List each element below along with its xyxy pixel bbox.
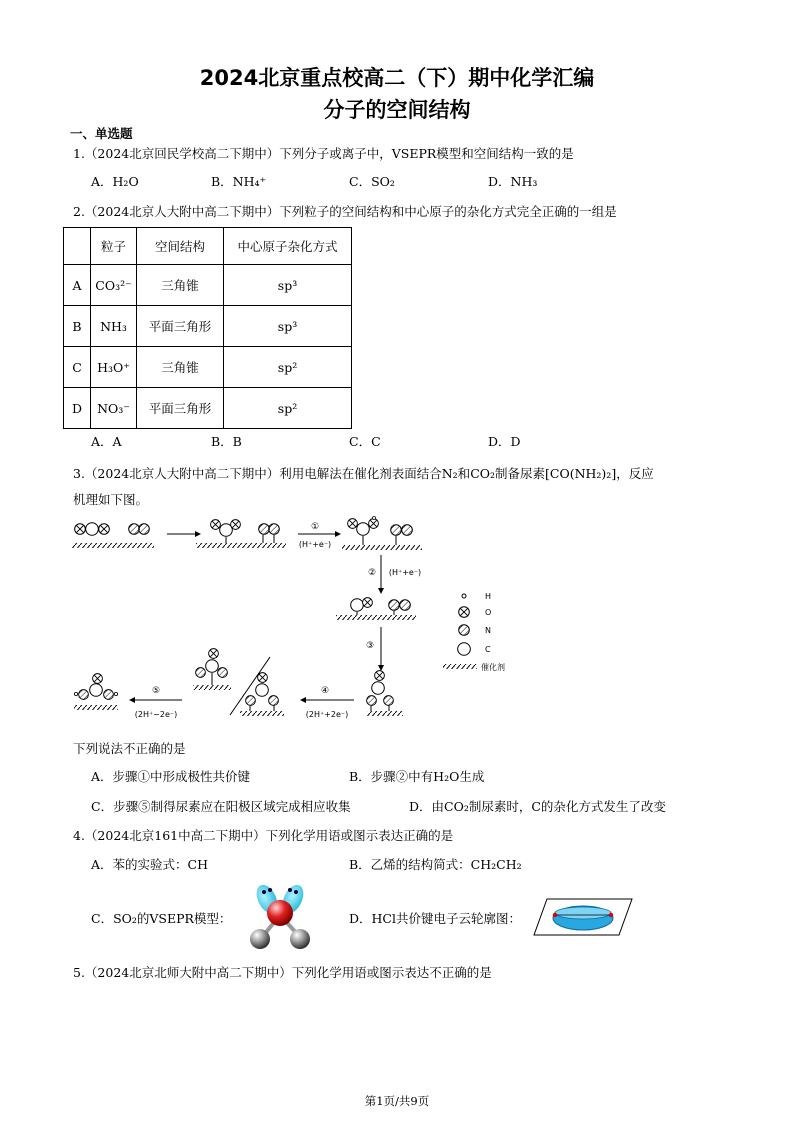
question-5-stem: 5.（2024北京北师大附中高二下期中）下列化学用语或图示表达不正确的是 [73,965,492,980]
table-cell: A [64,265,91,306]
table-cell: 三角锥 [137,347,224,388]
q2-table [63,227,352,429]
step-2-note: (H⁺+e⁻) [388,568,422,577]
legend-catalyst: 催化剂 [481,663,505,672]
legend-catalyst-icon [443,664,477,669]
table-cell: C [64,347,91,388]
table-cell: D [64,388,91,429]
legend-o: O [485,608,492,617]
legend-n: N [485,626,491,635]
legend-c: C [485,645,491,654]
page-footer: 第1页/共9页 [364,1094,430,1108]
q2-option-a: A．A [91,434,122,449]
page-subtitle: 分子的空间结构 [323,98,471,122]
stage-step3 [367,671,403,716]
q3-option-d: D．由CO₂制尿素时，C的杂化方式发生了改变 [409,799,666,814]
q4-option-a: A．苯的实验式：CH [91,857,208,872]
section-heading: 一、单选题 [70,126,133,141]
table-row [64,388,352,429]
table-cell: sp³ [224,265,352,306]
q4-option-b: B．乙烯的结构简式：CH₂CH₂ [349,857,522,872]
hcl-electron-cloud-image [533,896,633,938]
q3-option-b: B．步骤②中有H₂O生成 [349,769,485,784]
table-cell: NO₃⁻ [91,388,137,429]
question-3-stem: 3.（2024北京人大附中高二下期中）利用电解法在催化剂表面结合N₂和CO₂制备尿素[CO(NH₂)₂]，反应 [73,466,654,481]
table-cell: sp² [224,347,352,388]
q2-option-c: C．C [349,434,381,449]
stage-urea [74,674,118,710]
step-4-label: ④ [320,686,330,696]
step-1-note: (H⁺+e⁻) [298,540,332,549]
legend-n-icon [459,625,470,636]
q2-option-b: B．B [211,434,242,449]
stage-initial [72,523,154,548]
q2-option-d: D．D [488,434,521,449]
page-title: 2024北京重点校高二（下）期中化学汇编 [199,66,595,90]
table-header-cell: 粒子 [91,228,137,265]
table-header-cell: 中心原子杂化方式 [224,228,352,265]
table-header-cell: 空间结构 [137,228,224,265]
table-row [64,306,352,347]
table-cell: H₃O⁺ [91,347,137,388]
stage-step4b [193,649,231,690]
q1-option-a: A．H₂O [91,174,139,189]
reaction-mechanism-figure [70,515,730,725]
q1-option-b: B．NH₄⁺ [211,174,267,189]
legend-c-icon [458,643,471,656]
question-1-stem: 1.（2024北京回民学校高二下期中）下列分子或离子中，VSEPR模型和空间结构一致的是 [73,146,574,161]
q1-option-c: C．SO₂ [349,174,395,189]
table-cell: 平面三角形 [137,306,224,347]
question-3-stem-cont: 机理如下图。 [73,492,149,507]
table-cell: B [64,306,91,347]
arrowhead [195,531,201,537]
step-4-note: (2H⁺+2e⁻) [305,710,349,719]
legend-h-icon [462,594,466,598]
stage-adsorbed [196,520,286,548]
step-3-label: ③ [365,641,375,651]
table-cell: NH₃ [91,306,137,347]
step-5-label: ⑤ [151,686,161,696]
step-5-note: (2H⁺−2e⁻) [134,710,178,719]
q3-option-c: C．步骤⑤制得尿素应在阳极区域完成相应收集 [91,799,351,814]
stage-step4 [240,673,284,716]
legend-h: H [485,592,492,601]
question-2-stem: 2.（2024北京人大附中高二下期中）下列粒子的空间结构和中心原子的杂化方式完全正确的一组是 [73,204,617,219]
stage-step2 [336,598,416,620]
so2-vsepr-model-image [243,881,317,951]
legend [443,592,505,672]
step-1-label: ① [310,522,320,532]
stage-step1 [342,517,422,551]
q4-option-c: C．SO₂的VSEPR模型： [91,911,232,926]
legend-o-icon [459,607,470,618]
table-cell: 平面三角形 [137,388,224,429]
q3-option-a: A．步骤①中形成极性共价键 [91,769,251,784]
table-row [64,347,352,388]
q1-option-d: D．NH₃ [488,174,538,189]
table-header-row [64,228,352,265]
table-cell: CO₃²⁻ [91,265,137,306]
step-2-label: ② [367,568,377,578]
q4-option-d: D．HCl共价键电子云轮廓图： [349,911,521,926]
question-4-stem: 4.（2024北京161中高二下期中）下列化学用语或图示表达正确的是 [73,828,454,843]
question-3-prompt: 下列说法不正确的是 [73,741,186,756]
table-header-cell [64,228,91,265]
table-cell: 三角锥 [137,265,224,306]
table-cell: sp³ [224,306,352,347]
table-cell: sp² [224,388,352,429]
table-row [64,265,352,306]
